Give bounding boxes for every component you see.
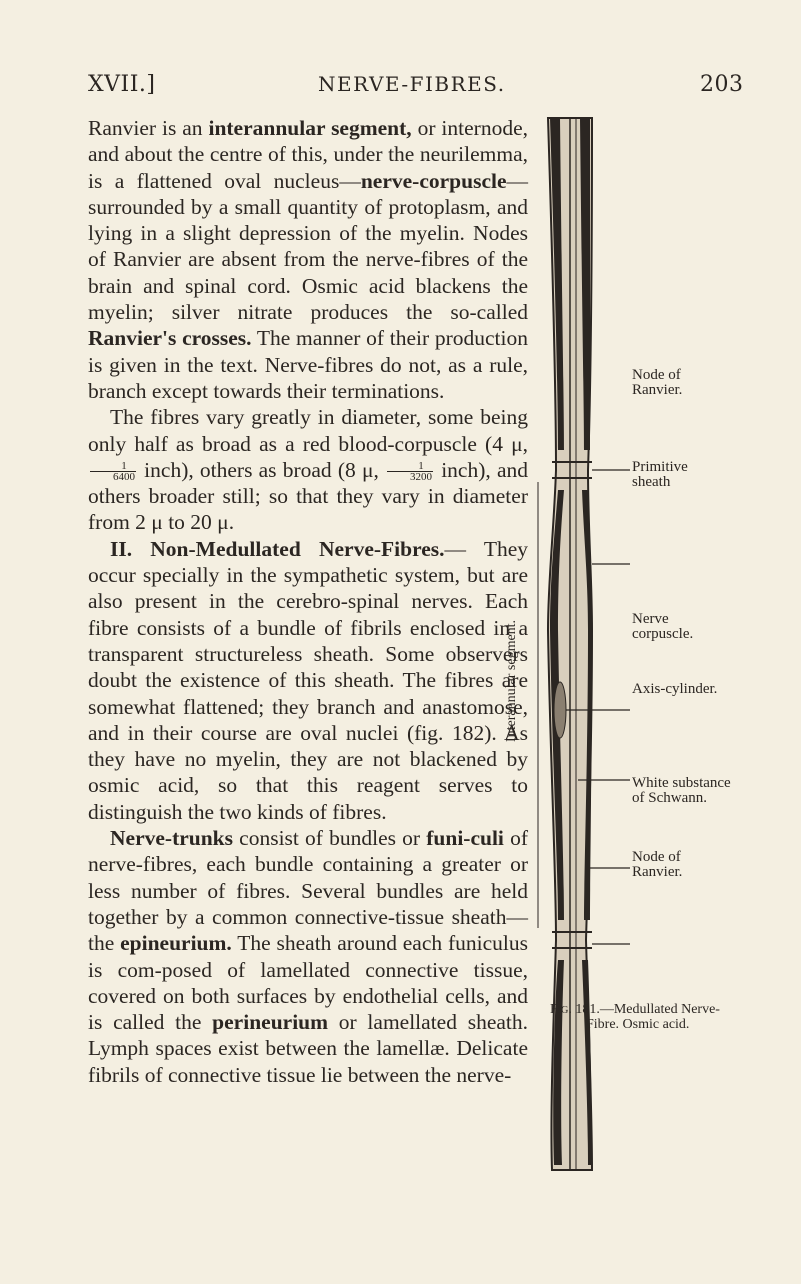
caption-line: Fibre. Osmic acid. [586,1017,690,1032]
label-node-of-ranvier-upper [632,368,682,398]
paragraph-non-medullated [88,536,528,825]
text-run: The sheath around each funiculus is com-posed of lamellated connective tissue, covered on both surfaces by endothelial cells, and is called the [88,931,528,1035]
label-nerve-corpuscle [632,612,693,642]
label-node-of-ranvier-lower [632,850,682,880]
paragraph-ranvier [88,115,528,404]
label-line: Axis-cylinder. [632,681,718,697]
text-run: or lamellated sheath. Lymph spaces exist between the lamellæ. Delicate fibrils of connective tissue lie between the nerve- [88,1010,529,1087]
chapter-marker: XVII.] [88,72,156,97]
label-line: sheath [632,474,671,490]
fraction-numerator: 1 [387,461,433,472]
caption-line: 181.—Medullated Nerve- [571,1002,720,1017]
figure-caption [550,1002,800,1032]
fraction-denominator: 3200 [410,471,433,484]
text-run: of nerve-fibres, each bundle containing a greater or less number of fibres. Several bundles are held together by a common connective-tissue sheath—the [88,826,528,956]
text-run: or internode, and about the centre of this, under the neurilemma, is a flattened oval nucleus— [88,116,528,193]
nerve-corpuscle-shape [554,682,566,738]
text-run: inch), and others broader still; so that they vary in diameter from 2 μ to 20 μ. [88,457,528,535]
term-funiculi: funi-culi [426,826,504,851]
running-title: NERVE-FIBRES. [318,72,506,96]
text-run: — They occur specially in the sympathetic system, but are also present in the cerebro-spinal nerves. Each fibre consists of a bundle of fibrils enclosed in a transparent structureless sheath. Some observers doubt the existence of this sheath. The fibres are somewhat flattened; they branch and anastomose, and in their course are oval nuclei (fig. 182). As they have no myelin, they are not blackened by osmic acid, so that this reagent serves to distinguish the two kinds of fibres. [88,536,528,824]
label-line: Node of [632,367,681,383]
text-run: The fibres vary greatly in diameter, some being only half as broad as a red blood-corpuscle (4 μ, [88,405,528,456]
term-epineurium: epineurium. [120,931,232,956]
term-perineurium: perineurium [212,1010,329,1035]
paragraph-nerve-trunks [88,825,528,1088]
label-primitive-sheath [632,460,688,490]
text-run: Ranvier is an [88,116,209,140]
text-run: inch), others as broad (8 μ, [138,457,386,482]
page-number: 203 [700,72,744,97]
label-line: of Schwann. [632,790,707,806]
caption-fig-label: Fig. [550,1002,572,1017]
label-line: Nerve [632,611,669,627]
label-white-substance [632,776,731,806]
fraction [90,461,136,482]
label-line: White substance [632,775,731,791]
label-line: Node of [632,849,681,865]
label-line: Primitive [632,459,688,475]
label-line: Ranvier. [632,864,683,880]
fraction [387,461,433,482]
paragraph-diameter [88,404,528,535]
section-heading: II. Non-Medullated Nerve-Fibres. [110,536,445,561]
term-nerve-corpuscle: nerve-corpuscle [360,168,507,193]
term-ranviers-crosses: Ranvier's crosses. [88,326,252,351]
text-run: The manner of their production is given in the text. Nerve-fibres do not, as a rule, branch except towards their terminations. [88,326,528,403]
label-line: corpuscle. [632,626,694,642]
body-text-column [88,115,528,1088]
fraction-denominator: 6400 [113,471,135,484]
label-line: Ranvier. [632,382,683,398]
label-interannular-segment: Interannular segment. [504,619,519,742]
label-axis-cylinder [632,682,717,697]
figure-181 [504,110,801,1284]
text-run: —surrounded by a small quantity of protoplasm, and lying in a slight depression of the myelin. Nodes of Ranvier are absent from the nerve-fibres of the brain and spinal cord. Osmic acid blackens the myelin; silver nitrate produces the so-called [88,168,528,325]
fraction-numerator: 1 [90,461,136,472]
running-header [0,0,801,110]
nerve-fibre-illustration [530,110,801,1284]
term-nerve-trunks: Nerve-trunks [110,826,234,851]
text-run: consist of bundles or [233,826,427,851]
term-interannular-segment: interannular segment, [208,116,412,140]
